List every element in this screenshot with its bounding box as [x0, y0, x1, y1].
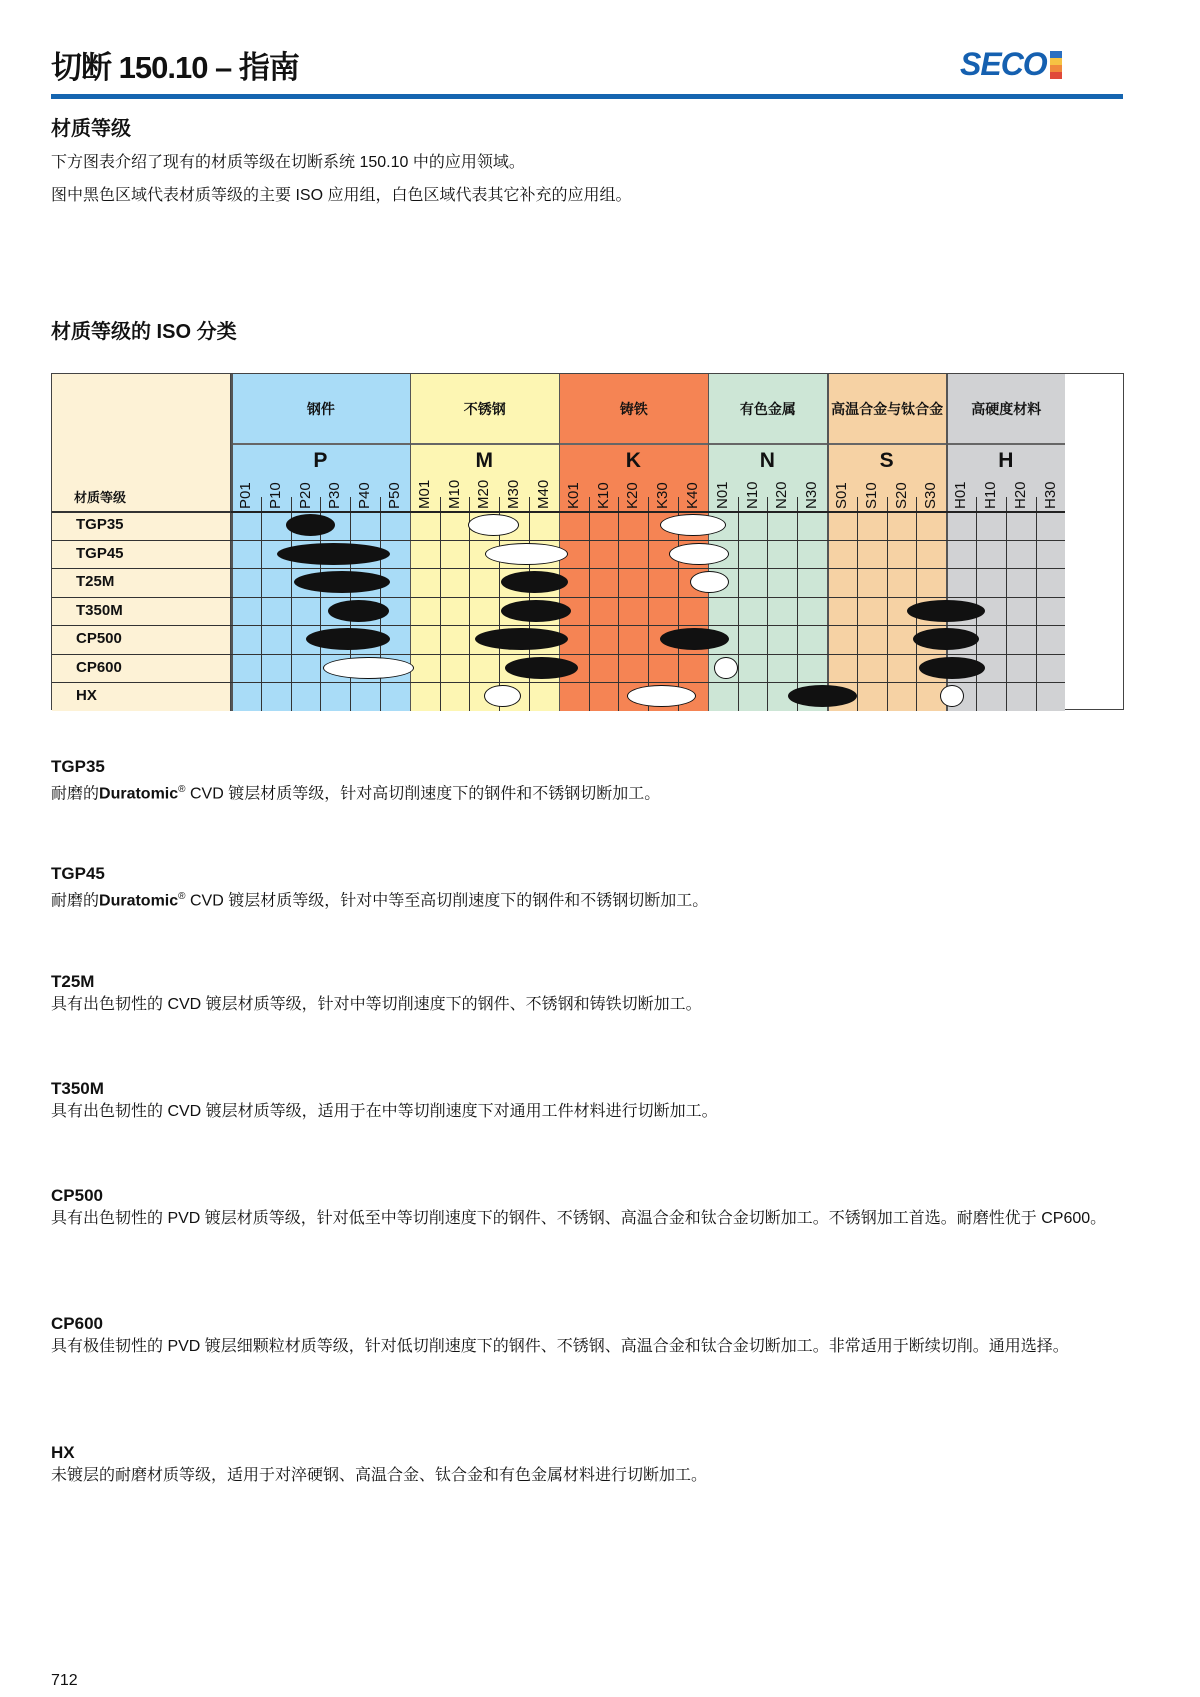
- intro-line-1: 下方图表介绍了现有的材质等级在切断系统 150.10 中的应用领域。: [51, 154, 525, 171]
- column-line: [261, 497, 262, 711]
- primary-application-area: [907, 600, 984, 622]
- sub-column-label: P50: [386, 482, 403, 509]
- sub-column-label: K40: [684, 482, 701, 509]
- logo-mark-stripe: [1050, 51, 1062, 58]
- sub-column-label: H20: [1011, 481, 1029, 509]
- grade-description: 具有出色韧性的 CVD 镀层材质等级，针对中等切削速度下的钢件、不锈钢和铸铁切断加工。: [51, 996, 702, 1013]
- column-line: [440, 497, 441, 711]
- group-letter: N: [759, 449, 775, 472]
- description-part-desc: CVD 镀层材质等级，针对高切削速度下的钢件和不锈钢切断加工。: [185, 785, 661, 803]
- sub-column-label: M10: [445, 479, 463, 509]
- sub-column-label: K30: [654, 482, 672, 509]
- group-name: 钢件: [231, 374, 410, 445]
- sub-column-label: K10: [594, 482, 612, 509]
- primary-application-area: [501, 600, 571, 622]
- column-line: [797, 497, 798, 711]
- sub-column-label: S20: [892, 482, 910, 509]
- description-part-desc-pre: 耐磨的: [51, 785, 100, 803]
- grade-row-label: CP500: [76, 630, 122, 647]
- secondary-application-area: [485, 543, 568, 565]
- grade-description: 具有极佳韧性的 PVD 镀层细颗粒材质等级，针对低切削速度下的钢件、不锈钢、高温合金和钛合金切断加工。非常适用于断续切削。通用选择。: [51, 1338, 1069, 1355]
- description-part-desc-mark: ®: [178, 784, 186, 795]
- row-line: [52, 511, 231, 513]
- description-part-desc-brand: Duratomic: [99, 892, 179, 910]
- column-line: [1006, 497, 1007, 711]
- sub-column-label: S30: [922, 482, 940, 509]
- sub-column-label: P01: [237, 482, 254, 509]
- group-name: 高温合金与钛合金: [827, 374, 946, 445]
- primary-application-area: [919, 657, 985, 679]
- secondary-application-area: [323, 657, 414, 679]
- row-line: [52, 682, 1065, 683]
- description-part-desc-brand: Duratomic: [99, 785, 179, 803]
- sub-column-label: M40: [535, 479, 552, 509]
- sub-column-label: N01: [713, 481, 731, 509]
- grade-row-label: TGP35: [76, 516, 124, 533]
- grade-row-label: TGP45: [76, 544, 124, 562]
- group-letter: K: [625, 449, 641, 472]
- row-line: [52, 540, 1065, 541]
- group-letter: H: [998, 449, 1014, 472]
- grade-row-label: T350M: [76, 601, 123, 619]
- sub-column-label: S10: [862, 482, 880, 509]
- primary-application-area: [328, 600, 389, 622]
- logo-mark-icon: [1050, 51, 1062, 79]
- row-header-label: 材质等级: [74, 491, 127, 506]
- sub-column-label: P20: [296, 482, 314, 509]
- grade-description: [51, 885, 1126, 913]
- grade-row-label: T25M: [76, 573, 115, 590]
- column-line: [648, 497, 649, 711]
- group-name: 铸铁: [559, 374, 708, 445]
- sub-column-label: M30: [505, 479, 523, 509]
- logo-mark-stripe: [1050, 65, 1062, 72]
- grade-description: 具有出色韧性的 PVD 镀层材质等级，针对低至中等切削速度下的钢件、不锈钢、高温合金和钛合金切断加工。不锈钢加工首选。耐磨性优于 CP600。: [51, 1210, 1107, 1227]
- column-line: [857, 497, 858, 711]
- row-line: [52, 597, 1065, 598]
- grade-row-label: CP600: [76, 658, 122, 676]
- primary-application-area: [286, 514, 335, 536]
- sub-column-label: N30: [803, 481, 821, 509]
- group-name: 不锈钢: [410, 374, 559, 445]
- secondary-application-area: [714, 657, 738, 679]
- group-name: 有色金属: [708, 374, 827, 445]
- group-letter: M: [475, 449, 494, 472]
- column-line: [767, 497, 768, 711]
- primary-application-area: [277, 543, 391, 565]
- description-part-desc-pre: 耐磨的: [51, 892, 100, 910]
- group-divider: [708, 374, 710, 711]
- grade-description: [51, 778, 1126, 806]
- column-line: [887, 497, 888, 711]
- grade-description: 具有出色韧性的 CVD 镀层材质等级，适用于在中等切削速度下对通用工件材料进行切断加工。: [51, 1103, 718, 1120]
- grade-name: HX: [51, 1443, 75, 1462]
- column-line: [589, 497, 590, 711]
- primary-application-area: [505, 657, 578, 679]
- secondary-application-area: [690, 571, 729, 593]
- row-line: [52, 654, 1065, 655]
- row-line: [52, 625, 1065, 626]
- secondary-application-area: [660, 514, 726, 536]
- sub-column-label: K01: [564, 482, 582, 509]
- group-divider: [410, 374, 412, 711]
- sub-column-label: H10: [982, 481, 999, 509]
- iso-grade-chart: [51, 373, 1124, 710]
- sub-column-label: H30: [1041, 481, 1059, 509]
- grade-name: T350M: [51, 1079, 104, 1098]
- sub-column-label: M01: [415, 479, 433, 509]
- secondary-application-area: [669, 543, 729, 565]
- description-part-desc: CVD 镀层材质等级，针对中等至高切削速度下的钢件和不锈钢切断加工。: [185, 892, 709, 910]
- seco-logo: [960, 46, 1062, 83]
- logo-mark-stripe: [1050, 72, 1062, 79]
- section-heading-grades: 材质等级: [51, 118, 131, 140]
- sub-column-label: H01: [952, 481, 970, 509]
- description-part-desc-mark: ®: [178, 891, 186, 902]
- logo-mark-stripe: [1050, 58, 1062, 65]
- page-title: 切断 150.10 – 指南: [51, 50, 299, 85]
- grade-name: TGP45: [51, 864, 105, 883]
- column-line: [1036, 497, 1037, 711]
- logo-text: SECO: [960, 46, 1047, 82]
- column-line: [618, 497, 619, 711]
- sub-column-label: P30: [326, 482, 344, 509]
- section-heading-iso: 材质等级的 ISO 分类: [51, 321, 237, 343]
- sub-column-label: P40: [356, 482, 374, 509]
- page-number: 712: [51, 1672, 78, 1689]
- sub-column-label: K20: [624, 482, 642, 509]
- sub-column-label: N10: [743, 481, 761, 509]
- header-bottom-line: [231, 511, 1065, 513]
- sub-column-label: S01: [833, 482, 850, 509]
- group-letter: P: [313, 449, 328, 472]
- group-divider: [231, 374, 233, 711]
- group-divider: [827, 374, 829, 711]
- group-letter: S: [879, 449, 894, 472]
- group-name: 高硬度材料: [946, 374, 1065, 445]
- grade-name: CP500: [51, 1186, 103, 1205]
- sub-column-label: M20: [475, 479, 493, 509]
- row-line: [52, 568, 1065, 569]
- sub-column-label: N20: [773, 481, 791, 509]
- grade-description: 未镀层的耐磨材质等级，适用于对淬硬钢、高温合金、钛合金和有色金属材料进行切断加工。: [51, 1467, 708, 1484]
- column-line: [738, 497, 739, 711]
- grade-name: T25M: [51, 972, 95, 991]
- sub-column-label: P10: [266, 482, 284, 509]
- grade-name: TGP35: [51, 757, 105, 776]
- header-rule: [51, 94, 1123, 99]
- intro-line-2: 图中黑色区域代表材质等级的主要 ISO 应用组，白色区域代表其它补充的应用组。: [51, 187, 632, 204]
- grade-name: CP600: [51, 1314, 103, 1333]
- grade-row-label: HX: [76, 687, 97, 704]
